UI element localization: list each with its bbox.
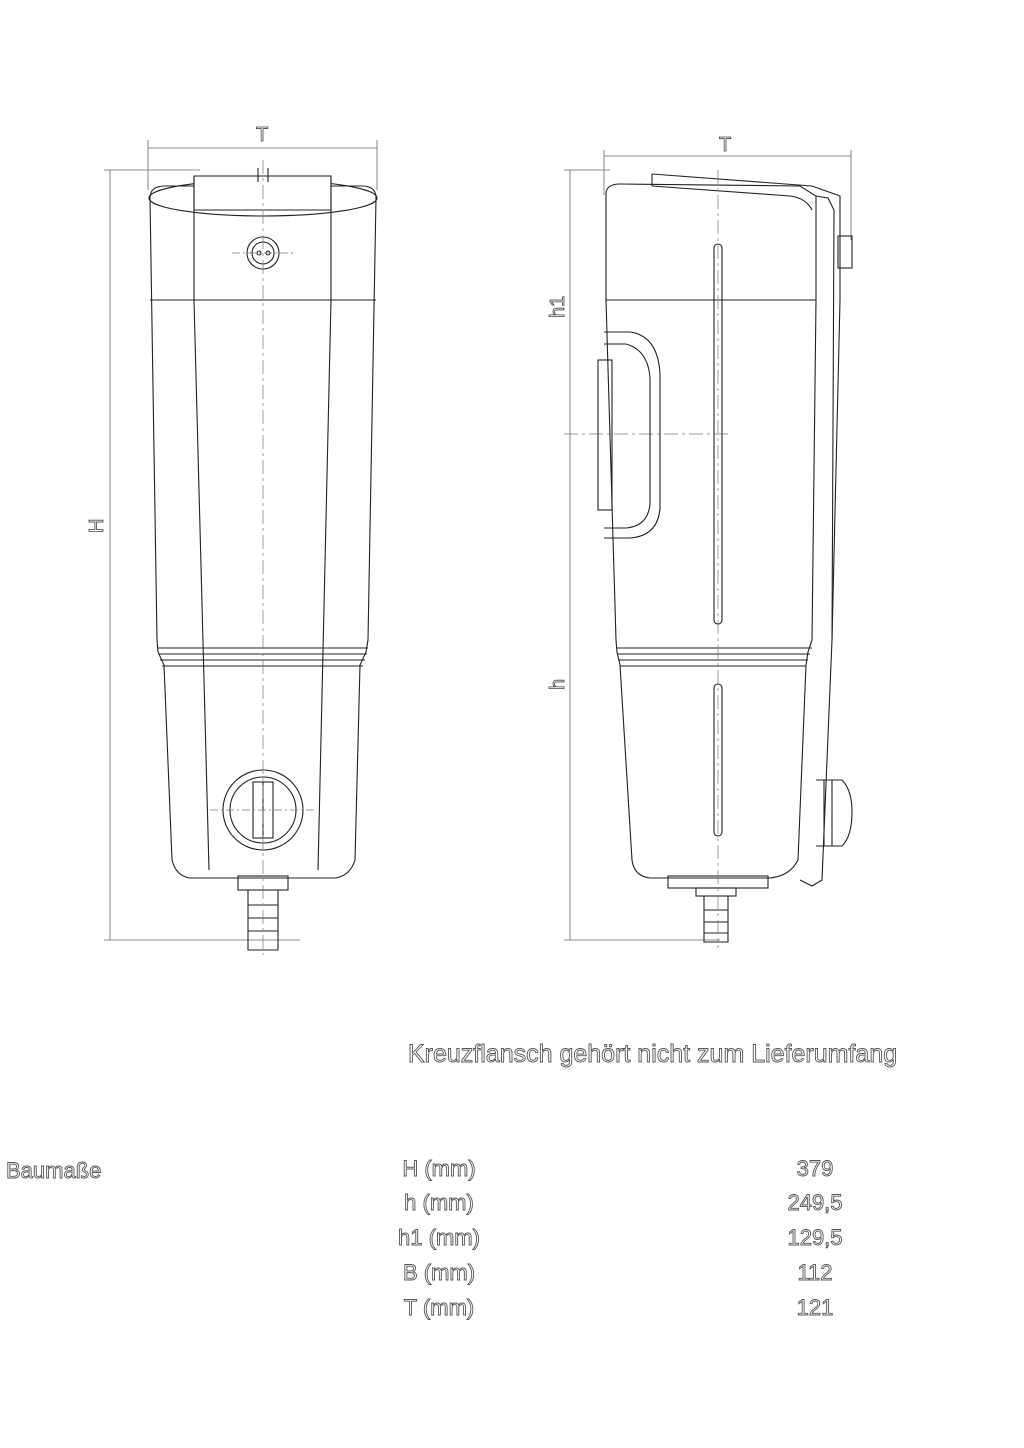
- spec-label: B (mm): [402, 1260, 476, 1285]
- specs-title: Baumaße: [6, 1158, 102, 1183]
- front-height-label: H: [86, 518, 108, 533]
- spec-value: 249,5: [787, 1190, 843, 1215]
- spec-label: h (mm): [404, 1190, 474, 1215]
- spec-value: 121: [796, 1295, 834, 1320]
- spec-value: 129,5: [787, 1225, 843, 1250]
- front-view: [104, 140, 377, 955]
- spec-value: 379: [796, 1156, 834, 1181]
- side-depth-label: T: [719, 134, 732, 156]
- spec-row: [0, 1295, 1024, 1329]
- side-view: [564, 150, 852, 948]
- spec-label: H (mm): [402, 1156, 476, 1181]
- front-depth-label: T: [256, 124, 269, 146]
- spec-row: [0, 1156, 1024, 1190]
- side-h1-label: h1: [547, 295, 569, 318]
- spec-value: 112: [797, 1260, 833, 1285]
- spec-row: [0, 1260, 1024, 1294]
- delivery-note: Kreuzflansch gehört nicht zum Lieferumfang: [408, 1040, 898, 1068]
- spec-label: T (mm): [403, 1295, 475, 1320]
- side-h-label: h: [547, 678, 569, 690]
- spec-row: [0, 1190, 1024, 1224]
- spec-row: [0, 1225, 1024, 1259]
- spec-label: h1 (mm): [398, 1225, 480, 1250]
